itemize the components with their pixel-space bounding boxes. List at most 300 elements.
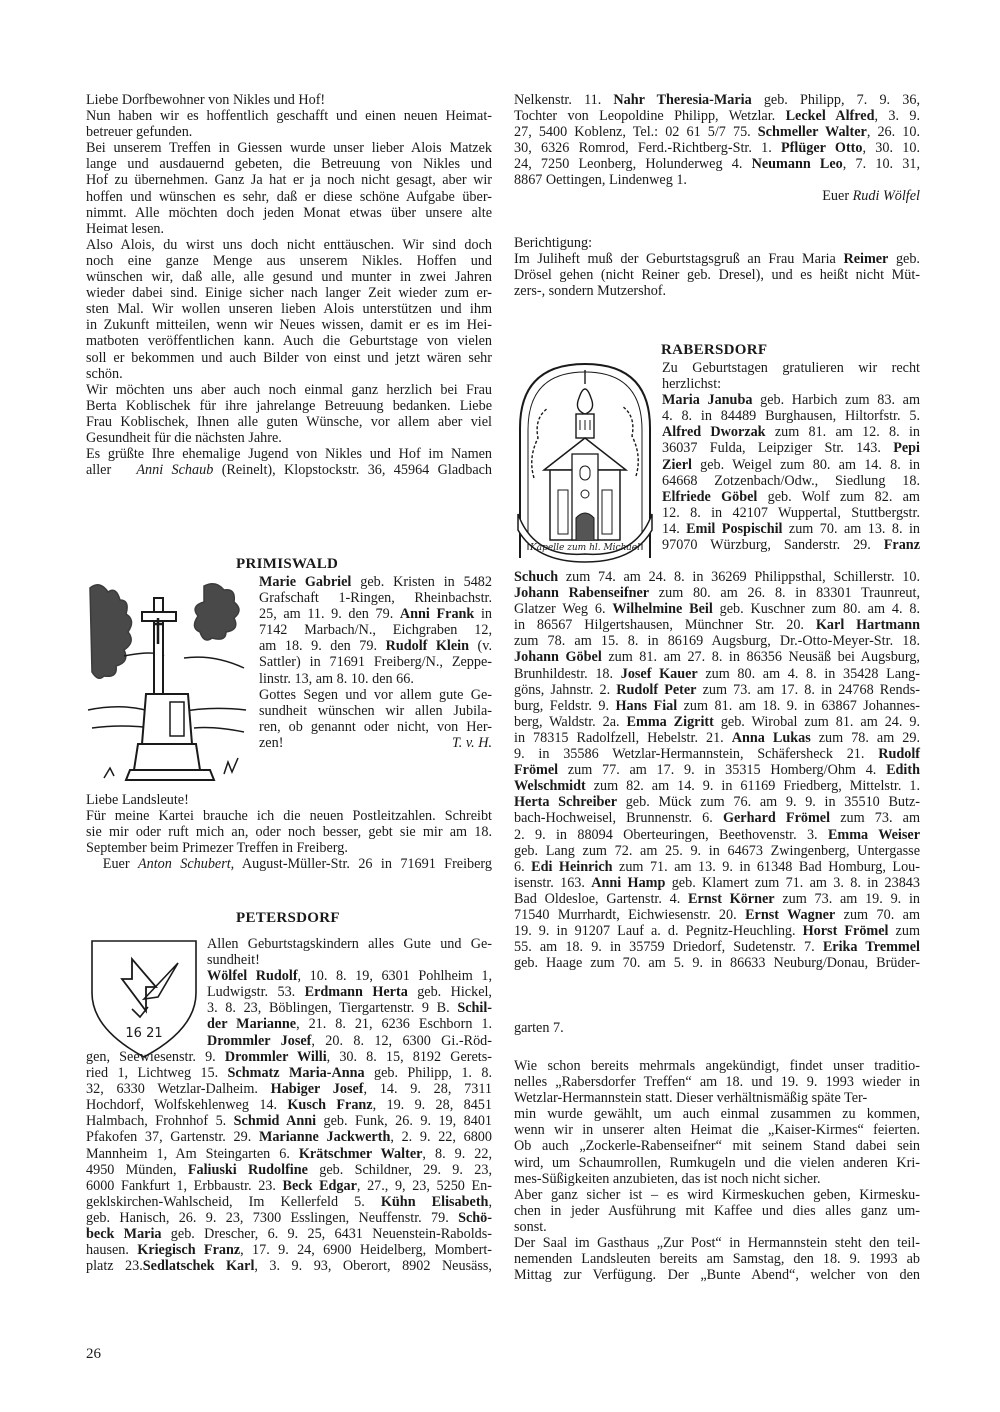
text-line: matboten veröffentlichen kann. Auch die Geburtstage von vielen [86, 333, 492, 350]
text-line [86, 1178, 492, 1194]
text-run: 71540 Murrhardt, Eichwiesenstr. 20. [514, 906, 746, 923]
petersdorf-birthdays-narrow [207, 936, 492, 1049]
text-run: , 30. 8. 15, 8192 Gerets- [326, 1049, 492, 1065]
text-line [662, 440, 920, 456]
text-run: Im Juliheft muß der Geburtstagsgruß an Frau Maria [514, 251, 844, 268]
rabersdorf-birthdays-wide [514, 569, 920, 971]
text-run: 19. 9. in 91207 Lauf a. d. Pegnitz-Heuchling. [514, 923, 803, 940]
text-run: , 8. 9. 22, [422, 1145, 493, 1162]
person-name: Johann Rabenseifner [514, 585, 650, 602]
rabersdorf-meeting-announcement [514, 1058, 920, 1283]
text-run: in 86567 Hilgertshausen, Münchner Str. 20. [514, 617, 816, 634]
text-line: mes-Süßigkeiten anzubieten, das ist noch nicht sicher. [514, 1170, 821, 1187]
text-line [86, 1162, 492, 1178]
text-line [86, 1113, 492, 1129]
person-name: Rudolf Klein [385, 638, 470, 655]
text-line: Wie schon bereits mehrmals angekündigt, findet unser traditio- [514, 1058, 920, 1074]
text-line [662, 424, 920, 440]
text-run: platz 23. [86, 1258, 143, 1275]
sign-address: August-Müller-Str. 26 in 71691 Freiberg [241, 856, 492, 872]
text-run: , 10. 8. 19, 6301 Pohlheim 1, [297, 968, 492, 985]
text-run: , 14. 9. 28, 7311 [363, 1081, 493, 1098]
person-name: Marie Gabriel [259, 574, 352, 590]
text-line [259, 671, 492, 687]
nikles-signoff [86, 462, 492, 478]
text-run: , 17. 9. 24, 6900 Heidelberg, Mombert- [240, 1242, 493, 1259]
text-line [514, 140, 920, 156]
text-run: geb. Harbich zum 83. am [752, 392, 920, 409]
text-line [514, 585, 920, 601]
person-name: Drommler Josef [207, 1032, 312, 1049]
person-name: Edith [886, 762, 920, 779]
text-run: zum 77. am 17. 9. in 35315 Homberg/Ohm 4. [558, 762, 887, 779]
text-run: zum 80. am 4. 8. in 35428 Lang- [697, 665, 920, 682]
text-line: Hof zu übernehmen. Ganz Ja hat er ja noch nicht gesagt, aber wir [86, 172, 492, 189]
text-run: göns, Jahnstr. 2. [514, 681, 617, 698]
text-run: linstr. 13, am 8. 10. den 66. [259, 670, 414, 687]
text-line [259, 590, 492, 606]
person-name: Zierl [662, 456, 692, 473]
correction-section [514, 235, 920, 299]
person-name: Schö- [458, 1209, 492, 1226]
person-name: Sedlatschek Karl [142, 1258, 255, 1275]
text-line [514, 907, 920, 923]
text-run: 36037 Fulda, Leipziger Str. 143. [662, 440, 894, 457]
text-line: September beim Primezer Treffen in Freiberg. [86, 840, 348, 857]
text-line: sonst. [514, 1218, 547, 1235]
text-line: Berta Koblischek für ihre jahrelange Betreuung bedanken. Liebe [86, 397, 492, 414]
text-line: Gesundheit für die nächsten Jahre. [86, 429, 282, 446]
text-run: 25, am 11. 9. den 79. [259, 606, 400, 623]
chapel-emblem [514, 358, 656, 563]
text-run: berg, Waldstr. 2a. [514, 713, 627, 730]
address-line: 8867 Oettingen, Lindenweg 1. [514, 172, 687, 188]
person-name: Franz [883, 537, 920, 554]
text-line: lange und ausdauernd gebeten, die Betreuung von Nikles und [86, 156, 492, 173]
text-line [86, 1210, 492, 1226]
text-run: geb. Wirobal zum 81. am 24. 9. [713, 713, 921, 730]
text-line: betreuer gefunden. [86, 124, 193, 141]
sign-name: Anton Schubert, [137, 856, 235, 872]
sign-prefix: Euer [102, 856, 130, 872]
signoff-name: Anni Schaub [136, 462, 214, 478]
text-run: zum 71. am 13. 9. in 61348 Bad Homburg, Lou- [612, 858, 920, 875]
text-line [514, 730, 920, 746]
text-run: zum 78. am 29. [810, 729, 921, 746]
text-line: Aber ganz sicher ist – es wird Kirmeskuchen geben, Kirmesku- [514, 1186, 920, 1203]
person-name: Rudolf Peter [616, 681, 697, 698]
text-run: , 3. 9. 93, Oberort, 8902 Neusäss, [254, 1258, 492, 1275]
text-run: Glatzer Weg 6. [514, 601, 613, 618]
text-line [662, 489, 920, 505]
text-line [662, 457, 920, 473]
sign-name: Rudi Wölfel [852, 188, 920, 205]
text-run: geb. Philipp, 7. 9. 36, [751, 92, 920, 108]
text-line: Ob auch „Zockerle-Rabenseifner“ mit seinem Stand dabei sein [514, 1138, 920, 1155]
text-line [514, 746, 920, 762]
person-name: Pflüger Otto [781, 140, 863, 157]
text-run: 4950 Münden, [86, 1161, 188, 1178]
text-line [259, 719, 492, 735]
text-line [207, 1016, 492, 1032]
text-line [207, 1033, 492, 1049]
text-run: zum 73. am 17. 8. in 24768 Rends- [696, 681, 920, 698]
text-run: herzlichst: [662, 376, 722, 393]
text-line [514, 827, 920, 843]
text-line [514, 633, 920, 649]
person-name: Alfred Dworzak [662, 424, 766, 441]
text-run: zum 70. am [835, 906, 920, 923]
correction-last-line: zers-, sondern Mutzershof. [514, 283, 667, 300]
text-run: , 7. 10. 31, [842, 156, 921, 173]
text-run: Drösel gehen (nicht Reiner geb. Dresel), und es heißt nicht Müt- [514, 267, 920, 284]
text-run: geb. Kristen in 5482 [351, 574, 492, 590]
text-run: 4. 8. in 84489 Burghausen, Hiltorfstr. 5. [662, 408, 920, 425]
text-run: zum 73. am 19. 9. in [774, 890, 920, 907]
text-line: nemenden Landsleuten bereits am Samstag, den 18. 9. 1993 ab [514, 1251, 920, 1268]
person-name: Habiger Josef [270, 1081, 364, 1098]
person-name: Anna Lukas [731, 729, 811, 746]
person-name: Ernst Wagner [745, 906, 836, 923]
petersdorf-birthdays-wide [86, 1049, 492, 1274]
person-name: Ernst Körner [688, 890, 775, 907]
text-run: 97070 Würzburg, Sanderstr. 29. [662, 537, 884, 554]
person-name: Reimer [843, 251, 889, 268]
person-name: beck Maria [86, 1226, 162, 1243]
text-run: hausen. [86, 1242, 138, 1259]
primiswald-letter-signoff [86, 856, 492, 872]
text-line [662, 392, 920, 408]
text-run: (v. [469, 638, 492, 655]
emblem-caption: Kapelle zum hl. Michael [530, 543, 640, 553]
text-run: 12. 8. in 42107 Wuppertal, Stuttbergstr. [662, 504, 920, 521]
person-name: Erika Tremmel [822, 939, 920, 956]
text-run: Nelkenstr. 11. [514, 92, 614, 108]
text-run: sundheit wünschen wir allen Jubila- [259, 702, 492, 719]
text-run: zum 81. am 27. 8. in 86356 Neusäß bei Augsburg, [601, 649, 920, 666]
text-line [514, 698, 920, 714]
text-run: Pfakofen 37, Gartenstr. 29. [86, 1129, 259, 1146]
text-line [86, 1049, 492, 1065]
person-name: Schil- [457, 1000, 492, 1017]
text-line [86, 1097, 492, 1113]
text-run: zum 80. am 26. 8. in 83301 Traunreut, [649, 585, 920, 602]
text-line: noch eine ganze Menge aus unserem Nikles. Hoffen und [86, 252, 492, 269]
text-line: Wetzlar-Hermannstein statt. Dieser verhältnismäßig späte Ter- [514, 1090, 868, 1107]
text-line [514, 666, 920, 682]
text-run: 30, 6326 Romrod, Ferd.-Richtberg-Str. 1. [514, 140, 782, 157]
text-run: Halmbach, Frohnhof 5. [86, 1113, 234, 1130]
person-name: Kusch Franz [287, 1097, 373, 1114]
closing-text: zen! [259, 735, 284, 751]
person-name: Pepi [893, 440, 920, 457]
text-line [259, 654, 492, 670]
text-run: Brunhildestr. 18. [514, 665, 621, 682]
text-line [514, 92, 920, 108]
person-name: Maria Januba [662, 392, 753, 409]
text-line: nelles „Rabersdorfer Treffen“ am 18. und 19. 9. 1993 wieder in [514, 1074, 920, 1091]
text-run: Gottes Segen und vor allem gute Ge- [259, 686, 492, 703]
person-name: Faliuski Rudolfine [187, 1161, 308, 1178]
text-line [662, 376, 920, 392]
text-run: , 2. 9. 22, 6800 [390, 1129, 492, 1146]
text-line [514, 810, 920, 826]
text-run: geklskirchen-Wahlscheid, Im Kellerfeld 5. [86, 1193, 381, 1210]
text-run: Bad Oldesloe, Gartenstr. 4. [514, 890, 689, 907]
text-run: Hochdorf, Wolfskehlenweg 14. [86, 1097, 288, 1114]
text-run: zum 70. am 13. 8. in [782, 520, 921, 537]
text-run: 6000 Fankfurt 1, Erbbaustr. 23. [86, 1177, 283, 1194]
text-line [662, 537, 920, 553]
text-line [86, 1146, 492, 1162]
text-run: , 20. 8. 12, 6300 Gi.-Röd- [311, 1032, 493, 1049]
text-run: , 19. 9. 28, 8451 [372, 1097, 492, 1114]
text-run: 7142 Marbach/N., Eichgraben 12, [259, 622, 492, 639]
text-line [259, 622, 492, 638]
primiswald-letter [86, 792, 492, 856]
text-line [662, 521, 920, 537]
text-run: geb. Wolf zum 82. am [757, 488, 920, 505]
text-run: , 3. 9. [874, 108, 921, 125]
text-run: 64668 Zotzenbach/Odw., Siedlung 18. [662, 472, 920, 489]
text-run: 24, 7250 Leonberg, Holunderweg 4. [514, 156, 752, 173]
text-line: in Zukunft mitteilen, wenn wir Neues wissen, damit er es im Hei- [86, 317, 492, 334]
text-line [514, 923, 920, 939]
rabersdorf-birthdays-narrow [662, 360, 920, 553]
text-line [259, 638, 492, 654]
text-line [86, 1081, 492, 1097]
text-run: geb. Kuschner zum 80. am 4. 8. [712, 601, 920, 618]
petersdorf-crest [88, 937, 200, 1061]
text-run: 27, 5400 Koblenz, Tel.: 02 61 5/7 75. [514, 124, 758, 141]
text-line: Liebe Landsleute! [86, 792, 189, 808]
text-line [86, 1226, 492, 1242]
text-run: , 27., 9, 23, 5250 En- [356, 1177, 492, 1194]
text-run: geb. Mück zum 76. am 9. 9. in 35510 Butz- [617, 794, 920, 811]
text-run: geb. Lang zum 72. am 25. 9. in 64673 Zwingenberg, Untergasse [514, 842, 920, 859]
person-name: Erdmann Herta [304, 984, 408, 1001]
person-name: Wilhelmine Beil [612, 601, 713, 618]
text-run: in 78315 Radolfzell, Hebelstr. 21. [514, 729, 732, 746]
text-run: geb. Haage zum 70. am 5. 9. in 86633 Neuburg/Donau, Brüder- [514, 955, 920, 972]
text-run: ried 1, Lichtweg 15. [86, 1065, 228, 1082]
text-run: zum 74. am 24. 8. in 36269 Philippsthal, Schillerstr. 10. [558, 569, 920, 585]
text-line: Wir möchten uns aber auch noch einmal ganz herzlich bei Frau [86, 381, 492, 398]
text-line [207, 984, 492, 1000]
wayside-cross-illustration [84, 578, 252, 790]
primiswald-birthdays [259, 574, 492, 735]
text-line [662, 408, 920, 424]
person-name: Edi Heinrich [531, 858, 613, 875]
text-run: zum 81. am 18. 9. in 63867 Johannes- [677, 697, 920, 714]
text-line: nimmt. Alle möchten doch jeden Monat etwas über unsere alte [86, 204, 492, 221]
text-line [662, 360, 920, 376]
text-run: 6. [514, 858, 532, 875]
heading-rabersdorf: RABERSDORF [661, 342, 768, 358]
person-name: Herta Schreiber [514, 794, 617, 811]
text-line [207, 968, 492, 984]
text-run: geb. Hickel, [407, 984, 492, 1001]
text-line [514, 939, 920, 955]
correction-title: Berichtigung: [514, 235, 593, 251]
text-run: Mannheim 1, Am Steingarten 6. [86, 1145, 299, 1162]
text-run: sundheit! [207, 952, 260, 969]
text-line [259, 703, 492, 719]
text-run: geb. Weigel zum 80. am 14. 8. in [691, 456, 920, 473]
person-name: Schmatz Maria-Anna [227, 1065, 365, 1082]
person-name: Emma Zigritt [626, 713, 714, 730]
person-name: Kriegisch Franz [137, 1242, 241, 1259]
text-line [514, 156, 920, 172]
text-line [86, 1129, 492, 1145]
text-line: Also Alois, du wirst uns doch nicht enttäuschen. Wir sind doch [86, 236, 492, 253]
text-line: sie mir oder ruft mich an, oder noch besser, gebt sie mir am 18. [86, 824, 492, 841]
text-run: zum 82. am 14. 9. in 61169 Friedberg, Mittelstr. 1. [585, 778, 920, 795]
text-run: am 18. 9. den 79. [259, 638, 386, 655]
person-name: Drommler Willi [224, 1049, 327, 1065]
text-run: Sattler) in 71691 Freiberg/N., Zeppe- [259, 654, 492, 671]
text-run: 3. 8. 23, Böblingen, Tiergartenstr. 9 B. [207, 1000, 458, 1017]
person-name: Emil Pospischil [686, 520, 783, 537]
text-line: Heimat lesen. [86, 220, 165, 237]
text-run: isenstr. 163. [514, 874, 592, 891]
person-name: Welschmidt [514, 778, 586, 795]
text-line: Nun haben wir es hoffentlich geschafft und einen neuen Heimat- [86, 108, 492, 125]
text-run: geb. Philipp, 1. 8. [364, 1065, 492, 1082]
person-name: Schuch [514, 569, 559, 585]
address-line: garten 7. [514, 1020, 564, 1036]
person-name: Frömel [514, 762, 559, 779]
text-line [514, 859, 920, 875]
text-line: hoffen und wünschen es sehr, daß er diese schöne Aufgabe über- [86, 188, 492, 205]
text-line [207, 1000, 492, 1016]
signoff-prefix: aller [86, 462, 112, 478]
text-line: Mittag zur Verfügung. Der „Bunte Abend“, welcher von den [514, 1267, 920, 1284]
text-line [514, 124, 920, 140]
person-name: Leckel Alfred [785, 108, 875, 125]
rabersdorf-birthdays-last [514, 1020, 920, 1036]
person-name: Schmid Anni [233, 1113, 317, 1130]
text-run: 2. 9. in 88094 Oberteuringen, Beethovenstr. 3. [514, 826, 828, 843]
person-name: Schmeller Walter [757, 124, 867, 141]
text-run: zum 78. am 15. 8. in 86169 Augsburg, Dr.-Otto-Meyer-Str. 18. [514, 633, 920, 650]
text-line [662, 505, 920, 521]
petersdorf-continued [514, 92, 920, 172]
text-line [514, 617, 920, 633]
petersdorf-continued-last [514, 172, 920, 204]
text-line: schön. [86, 365, 123, 382]
text-run: 32, 6330 Wetzlar-Dalheim. [86, 1081, 271, 1098]
text-run: Ludwigstr. 53. [207, 984, 305, 1001]
person-name: Emma Weiser [827, 826, 920, 843]
text-run: geb. [888, 251, 920, 268]
text-run: in [474, 606, 492, 623]
person-name: Rudolf [878, 746, 920, 763]
text-line [514, 891, 920, 907]
text-run: , [488, 1193, 492, 1210]
text-line: Frau Koblischek, Ihnen alle guten Wünsche, vor allem aber viel [86, 413, 492, 430]
text-line: Bei unserem Treffen in Giessen wurde unser lieber Alois Matzek [86, 140, 492, 157]
heading-primiswald: PRIMISWALD [236, 556, 339, 572]
crest-year: 16 21 [125, 1026, 163, 1041]
person-name: Anni Hamp [591, 874, 666, 891]
text-line: Liebe Dorfbewohner von Nikles und Hof! [86, 92, 326, 108]
text-line: chen in jeder Ausführung mit Kaffee und dies alles ganz um- [514, 1202, 920, 1219]
text-run: Tochter von Leopoldine Philipp, Wetzlar. [514, 108, 786, 125]
person-name: Marianne Jackwerth [258, 1129, 391, 1146]
text-line: Der Saal im Gasthaus „Zur Post“ in Hermannstein steht den teil- [514, 1235, 920, 1252]
text-line [662, 473, 920, 489]
text-line [86, 1065, 492, 1081]
text-run: , 26. 10. [866, 124, 921, 141]
text-run: geb. Schildner, 29. 9. 23, [307, 1161, 492, 1178]
text-run: ren, ob genannt oder nicht, von Her- [259, 718, 492, 735]
text-line: wird, um Schaumrollen, Rumkugeln und die vielen anderen Kri- [514, 1154, 920, 1171]
primiswald-closing [259, 735, 492, 751]
text-run: geb. Hanisch, 26. 9. 23, 7300 Esslingen, Neuffenstr. 79. [86, 1209, 459, 1226]
text-run: zum [888, 923, 920, 940]
text-line [514, 955, 920, 971]
text-line [514, 569, 920, 585]
text-run: 14. [662, 520, 687, 537]
text-run: Zu Geburtstagen gratulieren wir recht [662, 360, 920, 376]
text-line [514, 601, 920, 617]
text-run: Allen Geburtstagskindern alles Gute und Ge- [207, 936, 492, 952]
person-name: Wölfel Rudolf [207, 968, 298, 985]
person-name: Elfriede Göbel [662, 488, 758, 505]
text-run: gen, Seewiesenstr. 9. [86, 1049, 225, 1065]
text-line [207, 952, 492, 968]
text-run: bach-Hochweisel, Brunnenstr. 6. [514, 810, 723, 827]
signoff-address: (Reinelt), Klopstockstr. 36, 45964 Gladbach [221, 462, 493, 478]
text-run: Grafschaft 1-Ringen, Rheinbachstr. [259, 590, 492, 607]
text-run: , 30. 10. [862, 140, 920, 157]
text-run: geb. Drescher, 6. 9. 25, 6431 Neuenstein-Rabolds- [161, 1226, 492, 1243]
text-line [514, 682, 920, 698]
person-name: Kühn Elisabeth [380, 1193, 489, 1210]
nikles-section [86, 92, 492, 462]
text-line [207, 936, 492, 952]
person-name: Gerhard Frömel [722, 810, 831, 827]
text-line [86, 1242, 492, 1258]
text-line: wenn wir in unserer alten Heimat die „Kaiser-Kirmes“ feierten. [514, 1122, 920, 1139]
person-name: Nahr Theresia-Maria [613, 92, 752, 108]
person-name: Horst Frömel [802, 923, 889, 940]
person-name: Neumann Leo [751, 156, 843, 173]
page-number: 26 [86, 1346, 101, 1362]
signature: T. v. H. [451, 735, 492, 751]
text-run: geb. Klamert zum 71. am 3. 8. in 23843 [665, 874, 920, 891]
text-line [86, 1258, 492, 1274]
text-line [86, 1194, 492, 1210]
text-run: geb. Funk, 26. 9. 19, 8401 [316, 1113, 492, 1130]
text-run: burg, Feldstr. 9. [514, 697, 616, 714]
text-line [514, 875, 920, 891]
text-run: 55. am 18. 9. in 35759 Driedorf, Sudetenstr. 7. [514, 939, 823, 956]
text-line [514, 778, 920, 794]
text-run: zum 81. am 12. 8. in [765, 424, 920, 441]
text-line [259, 574, 492, 590]
person-name: Beck Edgar [282, 1177, 357, 1194]
person-name: Hans Fial [615, 697, 678, 714]
person-name: der Marianne [207, 1016, 297, 1033]
text-line: wünschen wir, daß alle, alle gesund und munter in zwei Jahren [86, 269, 492, 286]
text-line [514, 794, 920, 810]
person-name: Krätschmer Walter [298, 1145, 423, 1162]
person-name: Anni Frank [399, 606, 475, 623]
text-line: wieder dabei sind. Einige sicher nach langer Zeit wieder zum er- [86, 285, 492, 302]
text-line: Es grüßte Ihre ehemalige Jugend von Nikles und Hof im Namen [86, 446, 492, 463]
